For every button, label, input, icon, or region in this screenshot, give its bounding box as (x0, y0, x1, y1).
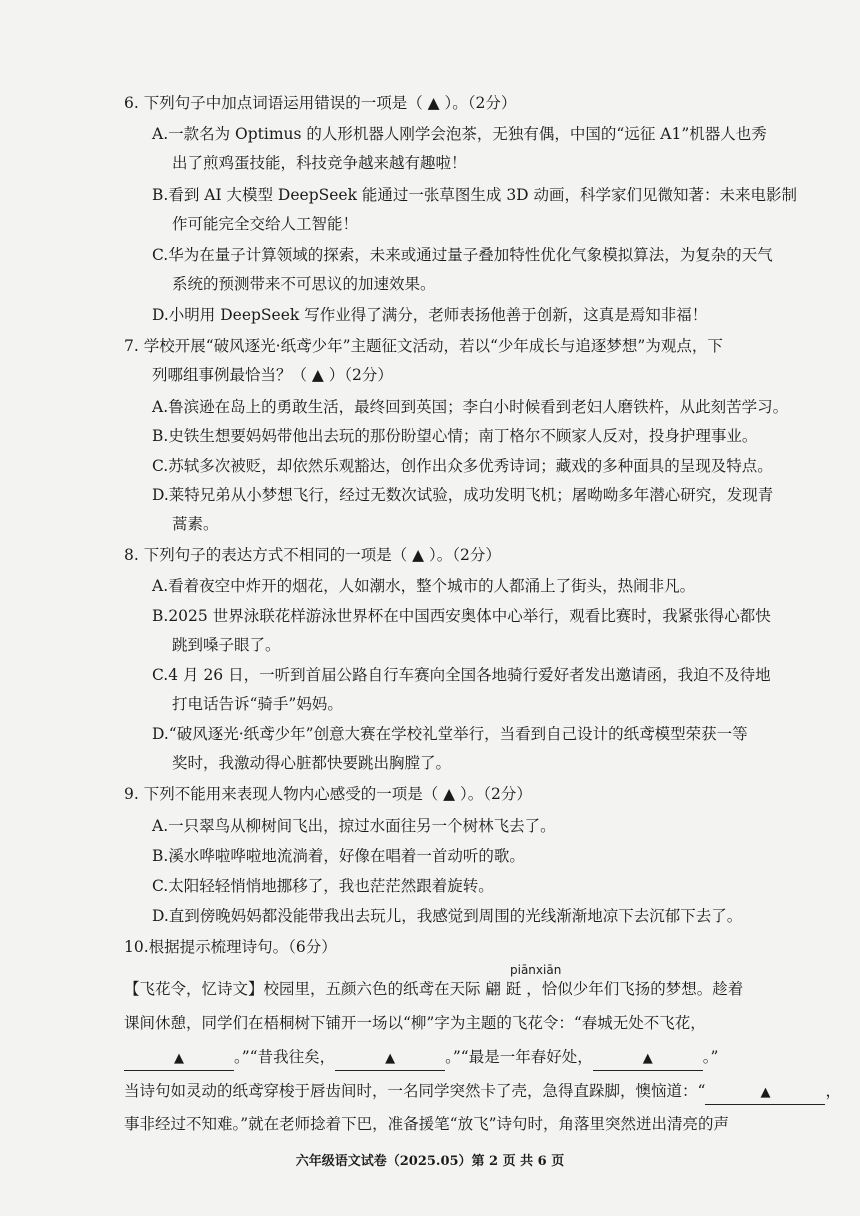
q8-option-d: D.“破风逐光·纸鸢少年”创意大赛在学校礼堂举行，当看到自己设计的纸鸢模型荣获一等 (152, 725, 748, 743)
q6-stem: 6. 下列句子中加点词语运用错误的一项是（ ▲ ）。（2分） (124, 94, 517, 112)
q8-option-c-cont: 打电话告诉“骑手”妈妈。 (172, 695, 343, 713)
answer-blank-4[interactable]: ▲ (705, 1082, 825, 1105)
q6-option-a: A.一款名为 Optimus 的人形机器人刚学会泡茶，无独有偶，中国的“远征 A1”机器人也秀 (152, 125, 767, 143)
answer-blank-2[interactable]: ▲ (335, 1048, 445, 1071)
pinyin-annotation: piānxiān (510, 963, 562, 977)
line4-text-2: ， (825, 1082, 841, 1100)
q8-option-a: A.看着夜空中炸开的烟花，人如潮水，整个城市的人都涌上了街头，热闹非凡。 (152, 577, 696, 595)
q7-option-d: D.莱特兄弟从小梦想飞行，经过无数次试验，成功发明飞机；屠呦呦多年潜心研究，发现青 (152, 486, 774, 504)
q10-stem: 10.根据提示梳理诗句。（6分） (124, 938, 337, 956)
q10-paragraph-line-4 (124, 1080, 841, 1105)
q10-paragraph-line-5: 事非经过不知难。”就在老师捻着下巴，准备援笔“放飞”诗句时，角落里突然迸出清亮的声 (124, 1115, 730, 1133)
q10-paragraph-line-3 (124, 1046, 718, 1071)
q9-option-a: A.一只翠鸟从柳树间飞出，掠过水面往另一个树林飞去了。 (152, 817, 556, 835)
q8-option-b-cont: 跳到嗓子眼了。 (172, 636, 281, 654)
q7-option-b: B.史铁生想要妈妈带他出去玩的那份盼望心情；南丁格尔不顾家人反对，投身护理事业。 (152, 427, 758, 445)
q10-paragraph-line-1: 【飞花令，忆诗文】校园里，五颜六色的纸鸢在天际 翩 跹 ，恰似少年们飞扬的梦想。趁着 (124, 980, 744, 998)
answer-blank-3[interactable]: ▲ (593, 1048, 703, 1071)
line4-text-1: 当诗句如灵动的纸鸢穿梭于唇齿间时，一名同学突然卡了壳，急得直跺脚，懊恼道：“ (124, 1082, 706, 1100)
q9-option-b: B.溪水哗啦哗啦地流淌着，好像在唱着一首动听的歌。 (152, 847, 525, 865)
q7-stem: 7. 学校开展“破风逐光·纸鸢少年”主题征文活动，若以“少年成长与追逐梦想”为观点，下 (124, 337, 723, 355)
q8-option-c: C.4 月 26 日，一听到首届公路自行车赛向全国各地骑行爱好者发出邀请函，我迫不及待地 (152, 666, 771, 684)
q7-option-a: A.鲁滨逊在岛上的勇敢生活，最终回到英国；李白小时候看到老妇人磨铁杵，从此刻苦学习。 (152, 398, 789, 416)
q6-option-d: D.小明用 DeepSeek 写作业得了满分，老师表扬他善于创新，这真是焉知非福！ (152, 306, 708, 324)
q6-option-a-cont: 出了煎鸡蛋技能，科技竞争越来越有趣啦！ (172, 154, 467, 172)
q7-option-d-cont: 蒿素。 (172, 515, 219, 533)
page-footer: 六年级语文试卷（2025.05）第 2 页 共 6 页 (295, 1154, 565, 1169)
q9-option-d: D.直到傍晚妈妈都没能带我出去玩儿，我感觉到周围的光线渐渐地凉下去沉郁下去了。 (152, 907, 743, 925)
q7-stem-cont: 列哪组事例最恰当？（ ▲ ）（2分） (152, 366, 393, 384)
line3-text-3: 。” (702, 1048, 719, 1066)
q10-paragraph-line-2: 课间休憩，同学们在梧桐树下铺开一场以“柳”字为主题的飞花令：“春城无处不飞花， (124, 1014, 706, 1032)
q9-stem: 9. 下列不能用来表现人物内心感受的一项是（ ▲ ）。（2分） (124, 785, 532, 803)
q9-option-c: C.太阳轻轻悄悄地挪移了，我也茫茫然跟着旋转。 (152, 877, 494, 895)
q8-option-d-cont: 奖时，我激动得心脏都快要跳出胸膛了。 (172, 754, 452, 772)
answer-blank-1[interactable]: ▲ (124, 1048, 234, 1071)
q8-stem: 8. 下列句子的表达方式不相同的一项是（ ▲ ）。（2分） (124, 546, 501, 564)
q8-option-b: B.2025 世界泳联花样游泳世界杯在中国西安奥体中心举行，观看比赛时，我紧张得心都快 (152, 607, 771, 625)
q7-option-c: C.苏轼多次被贬，却依然乐观豁达，创作出众多优秀诗词；藏戏的多种面具的呈现及特点。 (152, 457, 773, 475)
line3-text-2: 。”“最是一年春好处， (445, 1048, 593, 1066)
line3-text-1: 。”“昔我往矣， (234, 1048, 336, 1066)
q6-option-c-cont: 系统的预测带来不可思议的加速效果。 (172, 275, 436, 293)
q6-option-c: C.华为在量子计算领域的探索，未来或通过量子叠加特性优化气象模拟算法，为复杂的天气 (152, 246, 773, 264)
q6-option-b-cont: 作可能完全交给人工智能！ (172, 215, 359, 233)
q6-option-b: B.看到 AI 大模型 DeepSeek 能通过一张草图生成 3D 动画，科学家们见微知著：未来电影制 (152, 186, 798, 204)
